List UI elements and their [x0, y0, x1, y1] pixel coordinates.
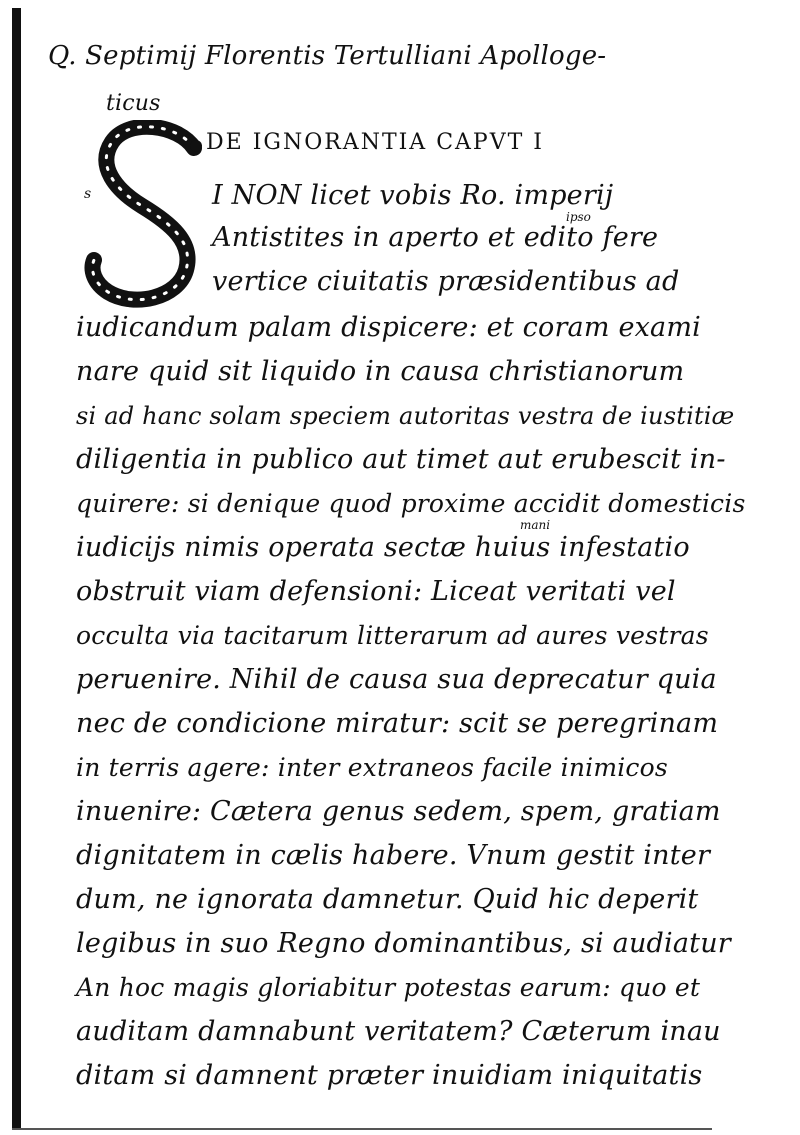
- text-line: dignitatem in cælis habere. Vnum gestit inter: [76, 840, 711, 871]
- chapter-heading: DE IGNORANTIA CAPVT I: [206, 130, 544, 155]
- header-title-continuation: ticus: [106, 91, 161, 116]
- text-line: iudicandum palam dispicere: et coram exami: [76, 312, 701, 343]
- interlinear-gloss-mani: mani: [520, 518, 551, 532]
- text-line: occulta via tacitarum litterarum ad aures vestras: [76, 621, 709, 650]
- interlinear-gloss-ipso: ipso: [566, 210, 591, 224]
- margin-note: s: [84, 186, 92, 202]
- drop-cap-s-illumination: [82, 120, 212, 310]
- text-line: auditam damnabunt veritatem? Cæterum inau: [76, 1016, 721, 1047]
- header-title-line: Q. Septimij Florentis Tertulliani Apolloge-: [48, 41, 607, 71]
- text-line: in terris agere: inter extraneos facile inimicos: [76, 753, 668, 782]
- page-edge-binding: [12, 8, 21, 1128]
- text-line: ditam si damnent præter inuidiam iniquitatis: [76, 1060, 703, 1091]
- text-line: peruenire. Nihil de causa sua deprecatur quia: [76, 664, 717, 695]
- text-line: Antistites in aperto et edito fere: [212, 222, 659, 253]
- text-line: inuenire: Cætera genus sedem, spem, gratiam: [76, 796, 721, 827]
- text-line: nare quid sit liquido in causa christianorum: [76, 356, 685, 387]
- text-line: obstruit viam defensioni: Liceat veritati vel: [76, 576, 676, 607]
- text-line: si ad hanc solam speciem autoritas vestra de iustitiæ: [76, 402, 735, 430]
- text-line: iudicijs nimis operata sectæ huius infestatio: [76, 532, 690, 563]
- text-line: diligentia in publico aut timet aut erubescit in-: [76, 444, 726, 475]
- text-line: nec de condicione miratur: scit se peregrinam: [76, 708, 719, 739]
- text-line: vertice ciuitatis præsidentibus ad: [212, 266, 680, 297]
- chapter-first-line: I NON licet vobis Ro. imperij: [212, 180, 614, 211]
- text-line: legibus in suo Regno dominantibus, si audiatur: [76, 928, 731, 959]
- text-line: dum, ne ignorata damnetur. Quid hic deperit: [76, 884, 699, 915]
- text-line: An hoc magis gloriabitur potestas earum: quo et: [76, 973, 701, 1002]
- text-line: quirere: si denique quod proxime accidit domesticis: [76, 489, 746, 518]
- page-bottom-edge: [12, 1128, 712, 1130]
